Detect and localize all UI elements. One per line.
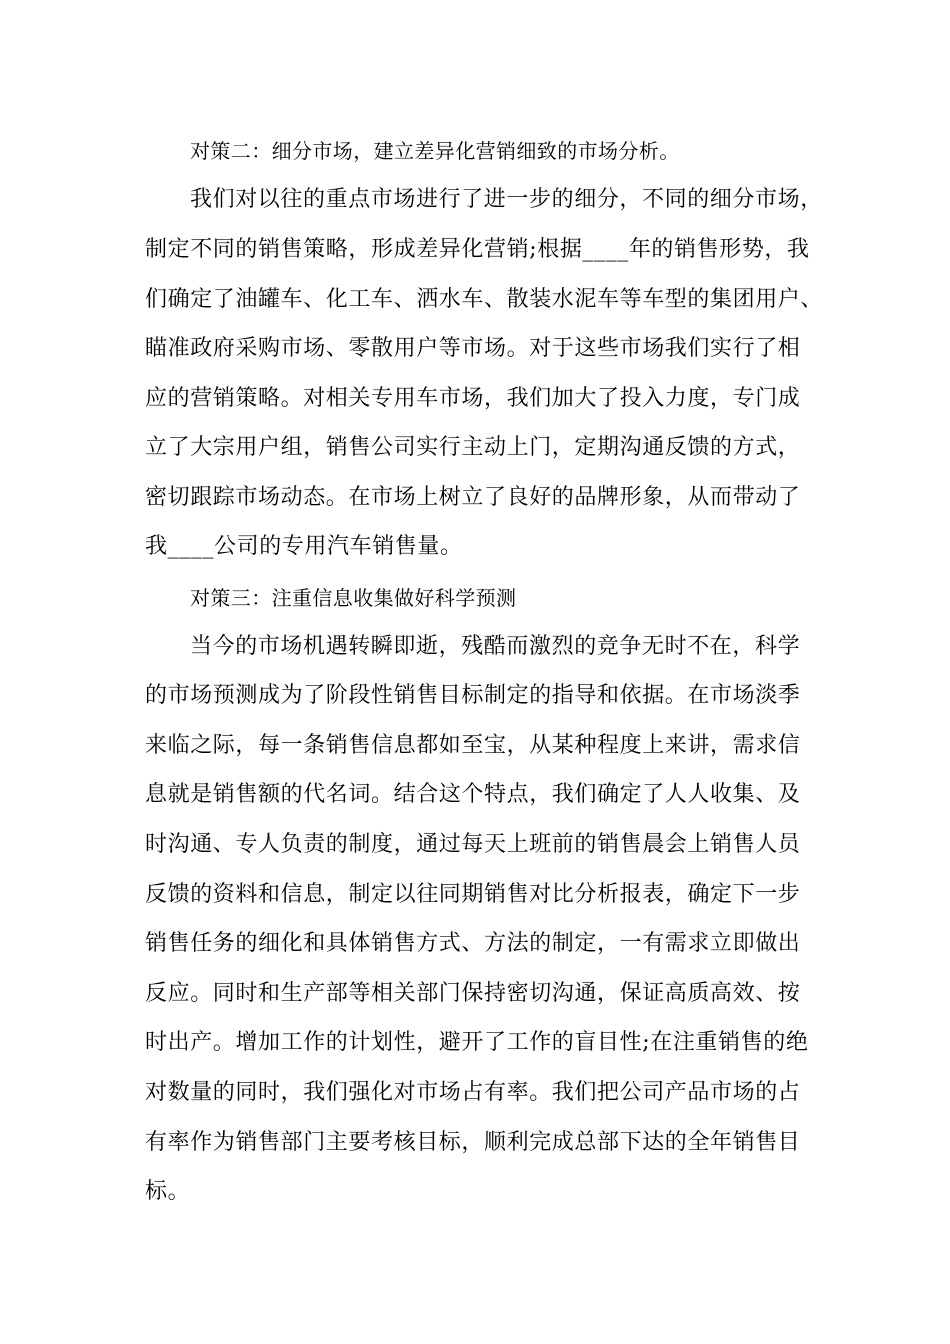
- paragraph-line: 息就是销售额的代名词。结合这个特点，我们确定了人人收集、及: [145, 782, 801, 807]
- section2-heading: 对策二：细分市场，建立差异化营销细致的市场分析。: [190, 139, 680, 163]
- paragraph-line: 制定不同的销售策略，形成差异化营销;根据____年的销售形势，我: [145, 237, 810, 262]
- paragraph-line: 时沟通、专人负责的制度，通过每天上班前的销售晨会上销售人员: [145, 832, 801, 857]
- paragraph-line: 密切跟踪市场动态。在市场上树立了良好的品牌形象，从而带动了: [145, 485, 801, 510]
- paragraph-line: 销售任务的细化和具体销售方式、方法的制定，一有需求立即做出: [145, 931, 801, 956]
- paragraph-line: 时出产。增加工作的计划性，避开了工作的盲目性;在注重销售的绝: [145, 1030, 809, 1055]
- paragraph-line: 反应。同时和生产部等相关部门保持密切沟通，保证高质高效、按: [145, 981, 801, 1006]
- paragraph-line: 来临之际，每一条销售信息都如至宝，从某种程度上来讲，需求信: [145, 733, 801, 758]
- paragraph-line: 有率作为销售部门主要考核目标，顺利完成总部下达的全年销售目: [145, 1130, 801, 1155]
- paragraph-line: 对数量的同时，我们强化对市场占有率。我们把公司产品市场的占: [145, 1080, 801, 1105]
- paragraph-line: 立了大宗用户组，销售公司实行主动上门，定期沟通反馈的方式，: [145, 435, 801, 460]
- paragraph-line: 我____公司的专用汽车销售量。: [145, 534, 463, 559]
- paragraph-line: 瞄准政府采购市场、零散用户等市场。对于这些市场我们实行了相: [145, 336, 801, 361]
- paragraph-line: 应的营销策略。对相关专用车市场，我们加大了投入力度，专门成: [145, 386, 801, 411]
- paragraph-line: 我们对以往的重点市场进行了进一步的细分，不同的细分市场，: [190, 187, 823, 212]
- paragraph-line: 当今的市场机遇转瞬即逝，残酷而激烈的竞争无时不在，科学: [190, 634, 801, 659]
- section3-heading: 对策三：注重信息收集做好科学预测: [190, 586, 517, 610]
- paragraph-line: 标。: [145, 1179, 191, 1204]
- paragraph-line: 的市场预测成为了阶段性销售目标制定的指导和依据。在市场淡季: [145, 683, 801, 708]
- paragraph-line: 们确定了油罐车、化工车、洒水车、散装水泥车等车型的集团用户、: [145, 287, 824, 312]
- paragraph-line: 反馈的资料和信息，制定以往同期销售对比分析报表，确定下一步: [145, 882, 801, 907]
